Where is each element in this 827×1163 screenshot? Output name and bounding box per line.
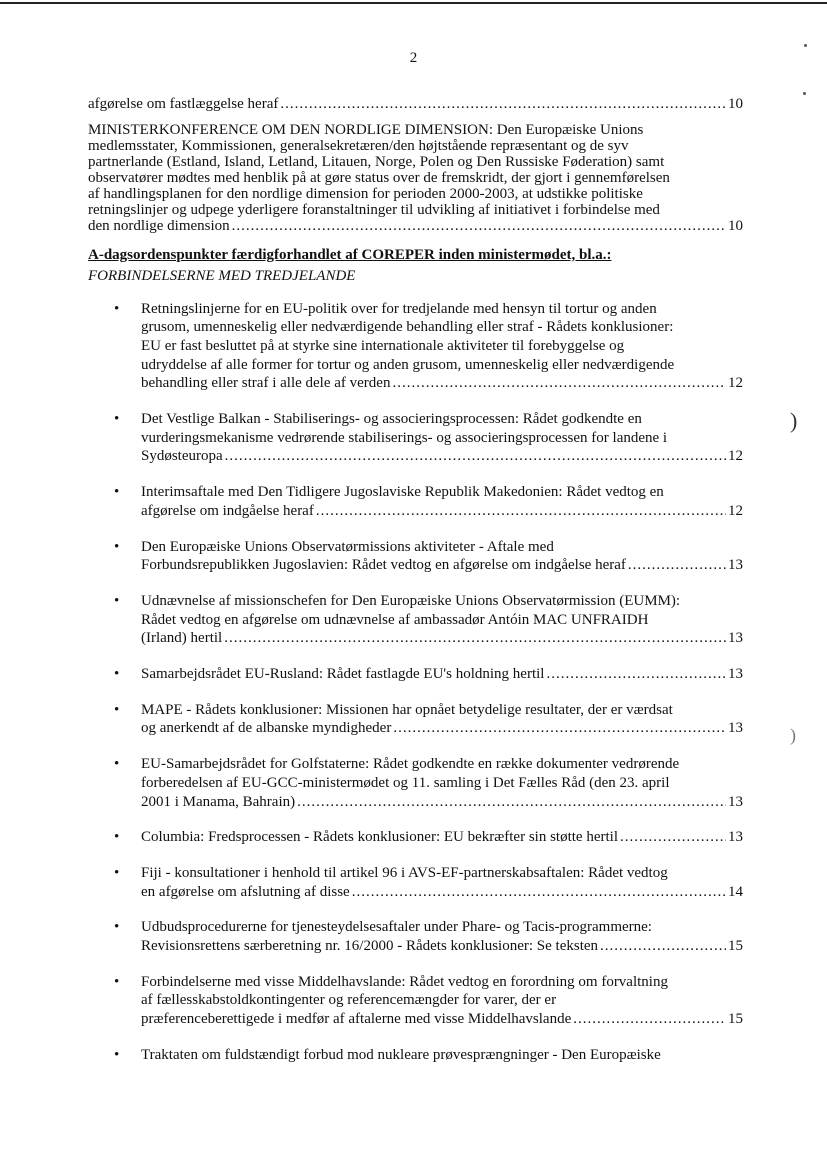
paragraph-line: partnerlande (Estland, Island, Letland, Litauen, Norge, Polen og Den Russiske Føderation) samt (88, 153, 665, 170)
toc-entry-text: Forbundsrepublikken Jugoslavien: Rådet vedtog en afgørelse om indgåelse heraf (141, 557, 626, 574)
bullet-icon: • (114, 829, 120, 846)
agenda-item-line: forberedelsen af EU-GCC-ministermødet og 11. samling i Det Fælles Råd (den 23. april (141, 774, 670, 791)
toc-leader-dots (224, 629, 726, 648)
toc-leader-dots (628, 556, 726, 575)
agenda-item-line: Forbindelserne med visse Middelhavslande: Rådet vedtog en forordning om forvaltning (141, 973, 668, 990)
paragraph-line: retningslinjer og udpege yderligere foranstaltninger til udvikling af initiativet i forbindelse med (88, 201, 660, 218)
toc-leader-dots (280, 96, 726, 114)
toc-page-ref: 10 (728, 217, 743, 234)
toc-leader-dots (352, 883, 726, 902)
toc-page-ref: 12 (728, 502, 743, 519)
paragraph-line: medlemsstater, Kommissionen, generalsekretæren/den højtstående repræsentant og de syv (88, 137, 629, 154)
toc-leader-dots (316, 502, 726, 521)
agenda-item (88, 410, 743, 466)
agenda-item-line: MAPE - Rådets konklusioner: Missionen har opnået betydelige resultater, der er værdsat (141, 701, 673, 718)
toc-page-ref: 10 (728, 96, 743, 112)
toc-page-ref: 12 (728, 375, 743, 392)
toc-page-ref: 13 (728, 829, 743, 846)
toc-entry (141, 719, 743, 738)
agenda-item-line: Udnævnelse af missionschefen for Den Europæiske Unions Observatørmission (EUMM): (141, 592, 681, 609)
document-body (88, 96, 743, 1082)
toc-leader-dots (225, 447, 726, 466)
agenda-item-line: EU er fast besluttet på at styrke sine internationale aktiviteter til forebyggelse og (141, 337, 625, 354)
toc-leader-dots (546, 665, 726, 684)
paragraph-line: MINISTERKONFERENCE OM DEN NORDLIGE DIMENSION: Den Europæiske Unions (88, 121, 644, 138)
agenda-item (88, 828, 743, 847)
agenda-item-line: Retningslinjerne for en EU-politik over for tredjelande med hensyn til tortur og anden (141, 300, 657, 317)
toc-entry-text: 2001 i Manama, Bahrain) (141, 793, 296, 810)
paragraph-line: observatører mødtes med henblik på at gøre status over de fremskridt, der gjort i gennemførelsen (88, 169, 670, 186)
scan-speck (804, 44, 807, 47)
bullet-icon: • (114, 864, 120, 881)
toc-entry-text: og anerkendt af de albanske myndigheder (141, 720, 392, 737)
toc-entry-text: Columbia: Fredsprocessen - Rådets konklusioner: EU bekræfter sin støtte hertil (141, 829, 618, 846)
agenda-item (88, 592, 743, 648)
agenda-item-line: Interimsaftale med Den Tidligere Jugoslaviske Republik Makedonien: Rådet vedtog en (141, 484, 664, 501)
toc-entry-text: Revisionsrettens særberetning nr. 16/2000 - Rådets konklusioner: Se teksten (141, 938, 599, 955)
page-number: 2 (409, 50, 418, 66)
toc-entry (141, 828, 743, 847)
toc-leader-dots (600, 937, 726, 956)
agenda-item-line: Rådet vedtog en afgørelse om udnævnelse af ambassadør Antóin MAC UNFRAIDH (141, 611, 649, 628)
agenda-item-line: Fiji - konsultationer i henhold til artikel 96 i AVS-EF-partnerskabsaftalen: Rådet vedtog (141, 864, 668, 881)
toc-entry-text: afgørelse om fastlæggelse heraf (88, 96, 279, 112)
toc-entry-text: behandling eller straf i alle dele af verden (141, 375, 391, 392)
agenda-item-list (88, 300, 743, 1065)
bullet-icon: • (114, 538, 120, 555)
toc-entry-text: Samarbejdsrådet EU-Rusland: Rådet fastlagde EU's holdning hertil (141, 666, 545, 683)
agenda-item-line: Det Vestlige Balkan - Stabiliserings- og associeringsprocessen: Rådet godkendte en (141, 411, 642, 428)
section-subheading: FORBINDELSERNE MED TREDJELANDE (88, 268, 356, 284)
toc-entry-text: (Irland) hertil (141, 630, 223, 647)
bullet-icon: • (114, 484, 120, 501)
toc-leader-dots (573, 1010, 726, 1029)
toc-leader-dots (393, 719, 726, 738)
toc-entry (141, 556, 743, 575)
agenda-item-line: Udbudsprocedurerne for tjenesteydelsesaftaler under Phare- og Tacis-programmerne: (141, 919, 652, 936)
toc-entry-text: en afgørelse om afslutning af disse (141, 883, 350, 900)
toc-page-ref: 15 (728, 1011, 743, 1028)
bullet-icon: • (114, 973, 120, 990)
margin-bracket-mark: ) (790, 408, 798, 433)
bullet-icon: • (114, 592, 120, 609)
toc-page-ref: 13 (728, 793, 743, 810)
agenda-item (88, 973, 743, 1029)
toc-entry-text: Sydøsteuropa (141, 448, 223, 465)
agenda-item (88, 755, 743, 811)
agenda-item-line: EU-Samarbejdsrådet for Golfstaterne: Rådet godkendte en række dokumenter vedrørende (141, 756, 680, 773)
agenda-item (88, 1046, 743, 1065)
toc-entry-text: den nordlige dimension (88, 217, 230, 234)
toc-leader-dots (620, 828, 726, 847)
toc-page-ref: 13 (728, 630, 743, 647)
toc-entry (141, 665, 743, 684)
agenda-item (88, 300, 743, 394)
agenda-item (88, 701, 743, 738)
toc-entry (141, 793, 743, 812)
bullet-icon: • (114, 701, 120, 718)
section-heading: A-dagsordenspunkter færdigforhandlet af COREPER inden ministermødet, bl.a.: (88, 246, 612, 263)
bullet-icon: • (114, 919, 120, 936)
agenda-item-line: Den Europæiske Unions Observatørmissions aktiviteter - Aftale med (141, 538, 554, 555)
toc-page-ref: 13 (728, 666, 743, 683)
toc-leader-dots (232, 218, 726, 234)
agenda-item-line: vurderingsmekanisme vedrørende stabiliserings- og associeringsprocessen for landene i (141, 429, 668, 446)
toc-page-ref: 14 (728, 883, 743, 900)
toc-page-ref: 13 (728, 720, 743, 737)
toc-entry (141, 1010, 743, 1029)
bullet-icon: • (114, 411, 120, 428)
toc-entry-intro (88, 96, 743, 114)
bullet-icon: • (114, 756, 120, 773)
toc-entry (141, 447, 743, 466)
agenda-item-line: af fællesskabstoldkontingenter og referencemængder for varer, der er (141, 992, 557, 1009)
bullet-icon: • (114, 666, 120, 683)
toc-leader-dots (392, 374, 726, 393)
bullet-icon: • (114, 1046, 120, 1063)
toc-entry (141, 502, 743, 521)
scan-speck (803, 92, 806, 95)
toc-entry-ministerkonference (88, 218, 743, 234)
ministerkonference-paragraph (88, 122, 743, 234)
toc-entry (141, 374, 743, 393)
bullet-icon: • (114, 300, 120, 317)
toc-entry-text: afgørelse om indgåelse heraf (141, 502, 314, 519)
toc-entry (141, 629, 743, 648)
toc-page-ref: 12 (728, 448, 743, 465)
top-border-line (0, 2, 827, 4)
agenda-item (88, 665, 743, 684)
agenda-item (88, 918, 743, 955)
paragraph-line: af handlingsplanen for den nordlige dimension for perioden 2000-2003, at udstikke politiske (88, 185, 643, 202)
agenda-item (88, 864, 743, 901)
toc-entry (141, 883, 743, 902)
toc-leader-dots (297, 793, 726, 812)
agenda-item-line: Traktaten om fuldstændigt forbud mod nukleare prøvesprængninger - Den Europæiske (141, 1046, 661, 1063)
agenda-item (88, 538, 743, 575)
toc-entry-text: præferenceberettigede i medfør af aftalerne med visse Middelhavslande (141, 1011, 572, 1028)
toc-entry (141, 937, 743, 956)
paragraph-lines (88, 122, 743, 218)
toc-page-ref: 13 (728, 557, 743, 574)
agenda-item-line: grusom, umenneskelig eller nedværdigende behandling eller straf - Rådets konklusioner: (141, 319, 674, 336)
toc-page-ref: 15 (728, 938, 743, 955)
margin-bracket-mark: ) (790, 725, 796, 745)
agenda-item (88, 483, 743, 520)
agenda-item-line: udryddelse af alle former for tortur og anden grusom, umenneskelig eller nedværdigende (141, 356, 675, 373)
